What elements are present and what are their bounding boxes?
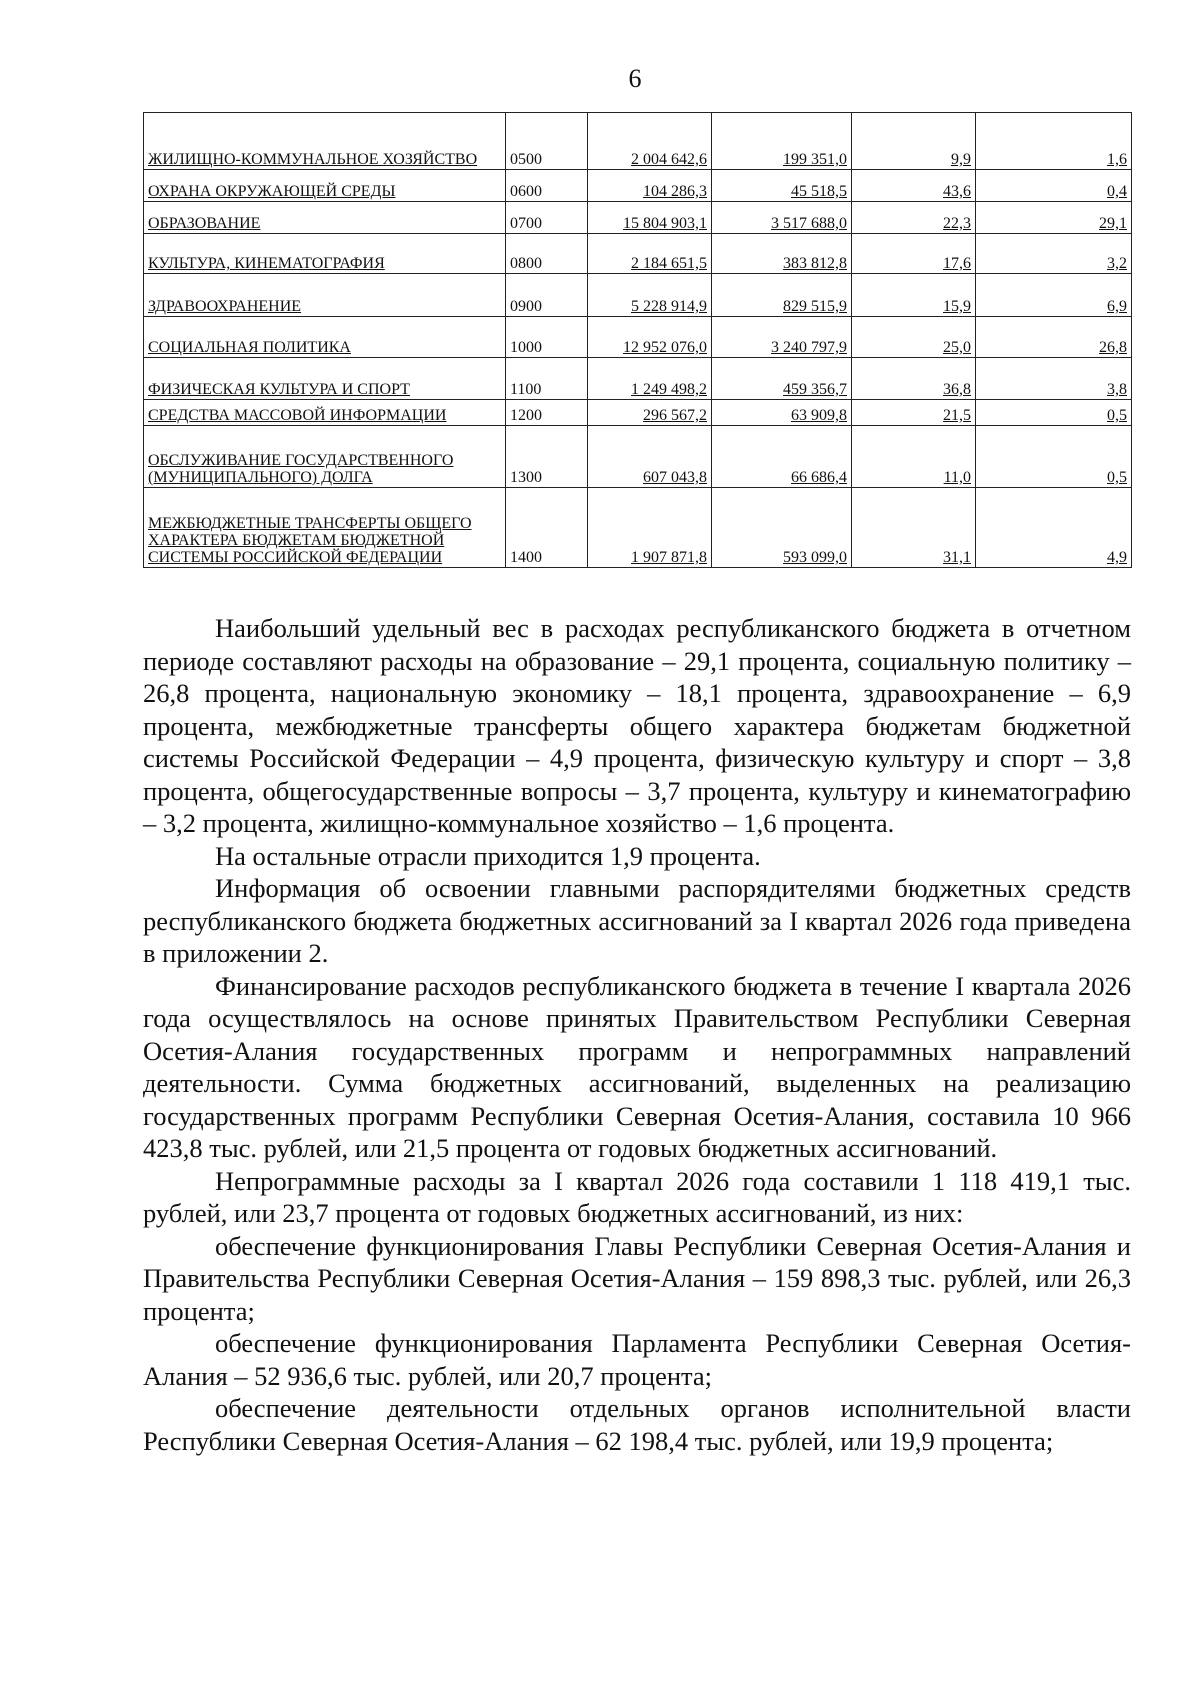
row-percent: 31,1 [852,488,976,568]
row-code: 0700 [506,202,588,234]
row-executed: 383 812,8 [712,234,852,274]
row-executed: 63 909,8 [712,400,852,426]
row-share: 26,8 [976,317,1132,358]
paragraph: обеспечение функционирования Главы Республики Северная Осетия-Алания и Правительства Республики Северная Осетия-Алания – 159 898,3 тыс. рублей, или 26,3 процента; [143,1230,1131,1326]
row-code: 0800 [506,234,588,274]
row-percent: 11,0 [852,426,976,488]
row-executed: 66 686,4 [712,426,852,488]
row-code: 1200 [506,400,588,426]
row-code: 0500 [506,113,588,170]
row-share: 29,1 [976,202,1132,234]
paragraph: Информация об освоении главными распорядителями бюджетных средств республиканского бюджета бюджетных ассигнований за I квартал 2026 года приведена в приложении 2. [143,873,1131,968]
row-share: 0,5 [976,426,1132,488]
paragraph: обеспечение деятельности отдельных органов исполнительной власти Республики Северная Осетия-Алания – 62 198,4 тыс. рублей, или 19,9 процента; [143,1393,1131,1456]
row-code: 0600 [506,170,588,202]
row-percent: 43,6 [852,170,976,202]
row-name: СРЕДСТВА МАССОВОЙ ИНФОРМАЦИИ [144,400,506,426]
table-row [144,426,1132,488]
row-name: ОБРАЗОВАНИЕ [144,202,506,234]
row-share: 3,8 [976,358,1132,400]
row-percent: 15,9 [852,274,976,317]
table-row [144,170,1132,202]
row-name: КУЛЬТУРА, КИНЕМАТОГРАФИЯ [144,234,506,274]
row-name: ФИЗИЧЕСКАЯ КУЛЬТУРА И СПОРТ [144,358,506,400]
table-row [144,400,1132,426]
row-code: 0900 [506,274,588,317]
row-annual: 5 228 914,9 [588,274,712,317]
row-name: ЖИЛИЩНО-КОММУНАЛЬНОЕ ХОЗЯЙСТВО [144,113,506,170]
row-share: 4,9 [976,488,1132,568]
paragraph: Финансирование расходов республиканского бюджета в течение I квартала 2026 года осуществлялось на основе принятых Правительством Республики Северная Осетия-Алания государственных программ и непрограммных направлений деятельности. Сумма бюджетных ассигнований, выделенных на реализацию государственных программ Республики Северная Осетия-Алания, составила 10 966 423,8 тыс. рублей, или 21,5 процента от годовых бюджетных ассигнований. [143,970,1131,1163]
table-row [144,488,1132,568]
row-percent: 22,3 [852,202,976,234]
row-code: 1000 [506,317,588,358]
row-percent: 25,0 [852,317,976,358]
row-executed: 593 099,0 [712,488,852,568]
row-annual: 12 952 076,0 [588,317,712,358]
paragraph: Наибольший удельный вес в расходах республиканского бюджета в отчетном периоде составляют расходы на образование – 29,1 процента, социальную политику – 26,8 процента, национальную экономику – 18,1 процента, здравоохранение – 6,9 процента, межбюджетные трансферты общего характера бюджетам бюджетной системы Российской Федерации – 4,9 процента, физическую культуру и спорт – 3,8 процента, общегосударственные вопросы – 3,7 процента, культуру и кинематографию – 3,2 процента, жилищно-коммунальное хозяйство – 1,6 процента. [143,613,1131,838]
row-annual: 1 907 871,8 [588,488,712,568]
table-row [144,113,1132,170]
row-code: 1300 [506,426,588,488]
row-share: 6,9 [976,274,1132,317]
page-number: 6 [628,64,642,93]
row-annual: 607 043,8 [588,426,712,488]
row-executed: 829 515,9 [712,274,852,317]
row-annual: 1 249 498,2 [588,358,712,400]
paragraph: На остальные отрасли приходится 1,9 процента. [215,840,761,871]
row-executed: 45 518,5 [712,170,852,202]
row-code: 1400 [506,488,588,568]
table-row [144,358,1132,400]
table-row [144,274,1132,317]
row-name: СОЦИАЛЬНАЯ ПОЛИТИКА [144,317,506,358]
row-share: 1,6 [976,113,1132,170]
row-name: ЗДРАВООХРАНЕНИЕ [144,274,506,317]
row-name: ОБСЛУЖИВАНИЕ ГОСУДАРСТВЕННОГО (МУНИЦИПАЛЬНОГО) ДОЛГА [144,426,506,488]
row-code: 1100 [506,358,588,400]
table-row [144,234,1132,274]
row-annual: 15 804 903,1 [588,202,712,234]
body-text [143,612,1131,1457]
budget-table [143,112,1132,568]
row-annual: 104 286,3 [588,170,712,202]
table-row [144,317,1132,358]
row-percent: 17,6 [852,234,976,274]
paragraph: обеспечение функционирования Парламента Республики Северная Осетия-Алания – 52 936,6 тыс. рублей, или 20,7 процента; [143,1328,1131,1391]
paragraph: Непрограммные расходы за I квартал 2026 года составили 1 118 419,1 тыс. рублей, или 23,7 процента от годовых бюджетных ассигнований, из них: [143,1165,1131,1228]
row-annual: 2 004 642,6 [588,113,712,170]
row-share: 3,2 [976,234,1132,274]
row-executed: 459 356,7 [712,358,852,400]
row-percent: 36,8 [852,358,976,400]
row-name: МЕЖБЮДЖЕТНЫЕ ТРАНСФЕРТЫ ОБЩЕГО ХАРАКТЕРА БЮДЖЕТАМ БЮДЖЕТНОЙ СИСТЕМЫ РОССИЙСКОЙ ФЕДЕРАЦИИ [144,488,506,568]
table-row [144,202,1132,234]
row-executed: 3 517 688,0 [712,202,852,234]
row-executed: 199 351,0 [712,113,852,170]
row-percent: 9,9 [852,113,976,170]
row-annual: 2 184 651,5 [588,234,712,274]
row-percent: 21,5 [852,400,976,426]
row-name: ОХРАНА ОКРУЖАЮЩЕЙ СРЕДЫ [144,170,506,202]
row-share: 0,4 [976,170,1132,202]
row-executed: 3 240 797,9 [712,317,852,358]
row-share: 0,5 [976,400,1132,426]
row-annual: 296 567,2 [588,400,712,426]
